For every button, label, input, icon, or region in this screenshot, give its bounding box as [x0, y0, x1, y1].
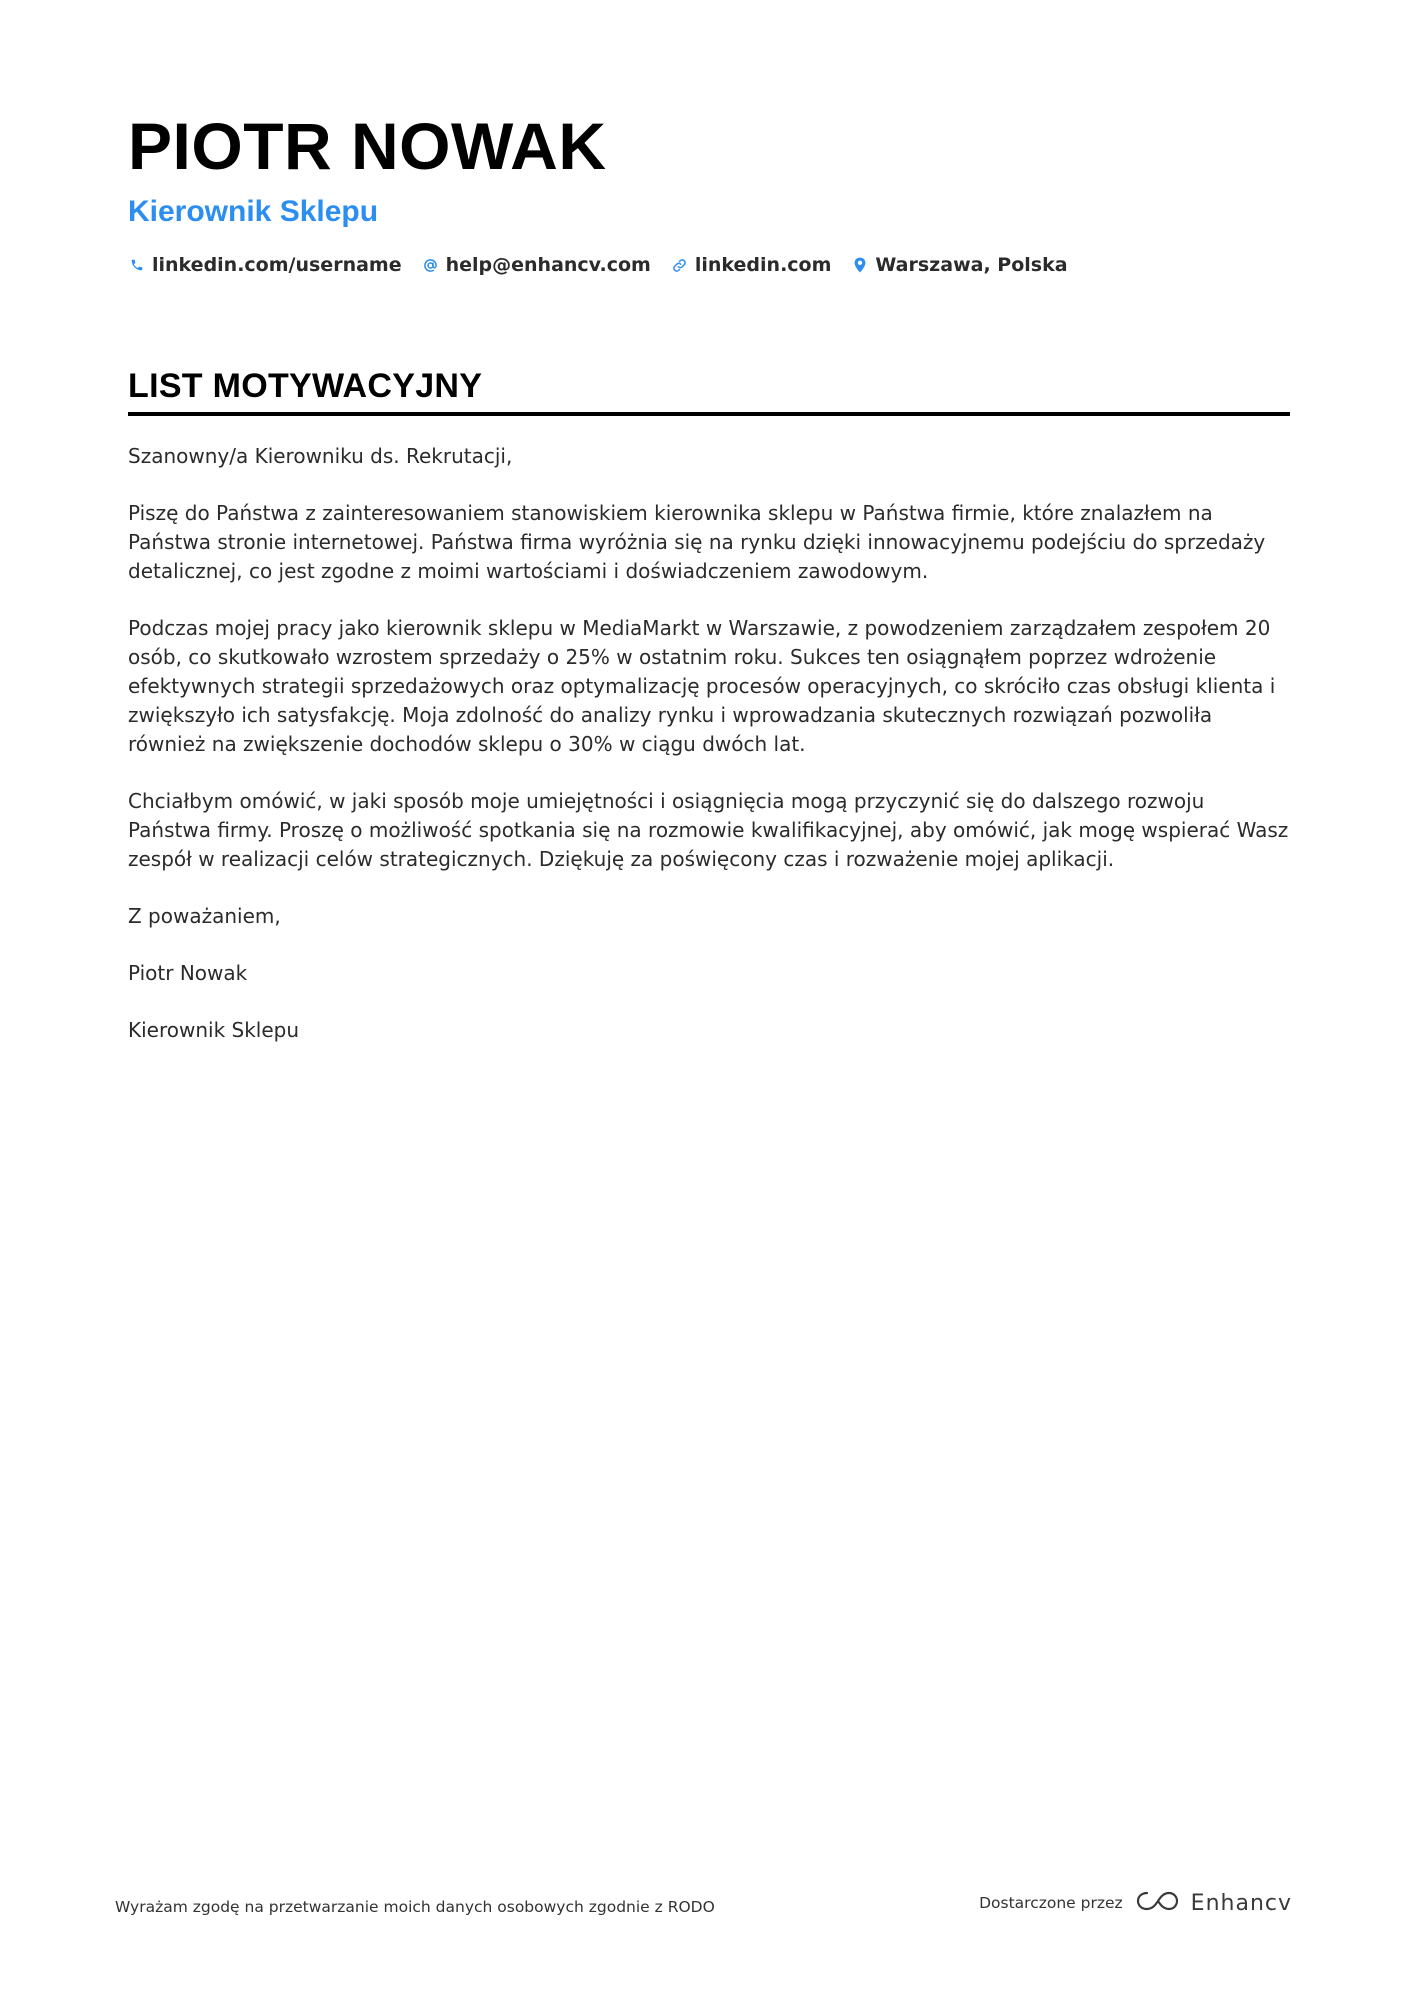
- contact-phone: [128, 252, 402, 278]
- letter-closing: Z poważaniem,: [128, 904, 281, 928]
- link-icon: [671, 255, 689, 275]
- footer-branding: [979, 1889, 1292, 1917]
- location-pin-icon: [851, 255, 869, 275]
- letter-body: [128, 442, 1290, 1045]
- enhancv-logo[interactable]: [1135, 1889, 1292, 1917]
- contact-location-text: Warszawa, Polska: [875, 254, 1068, 276]
- contact-email: [422, 252, 651, 278]
- applicant-name: PIOTR NOWAK: [128, 109, 607, 183]
- at-icon: [422, 255, 440, 275]
- contact-phone-text: linkedin.com/username: [152, 254, 402, 276]
- phone-icon: [128, 255, 146, 275]
- header: [128, 108, 1288, 278]
- letter-paragraph-1: Piszę do Państwa z zainteresowaniem stanowiskiem kierownika sklepu w Państwa firmie, które znalazłem na Państwa stronie internetowej. Państwa firma wyróżnia się na rynku dzięki innowacyjnemu podejściu do sprzedaży detalicznej, co jest zgodne z moimi wartościami i doświadczeniem zawodowym.: [128, 501, 1266, 583]
- letter-paragraph-3: Chciałbym omówić, w jaki sposób moje umiejętności i osiągnięcia mogą przyczynić się do dalszego rozwoju Państwa firmy. Proszę o możliwość spotkania się na rozmowie kwalifikacyjnej, aby omówić, jak mogę wspierać Wasz zespół w realizacji celów strategicznych. Dziękuję za poświęcony czas i rozważenie mojej aplikacji.: [128, 789, 1289, 871]
- section-title: LIST MOTYWACYJNY: [128, 367, 483, 405]
- contact-link: [671, 252, 832, 278]
- letter-paragraph-2: Podczas mojej pracy jako kierownik sklepu w MediaMarkt w Warszawie, z powodzeniem zarządzałem zespołem 20 osób, co skutkowało wzrostem sprzedaży o 25% w ostatnim roku. Sukces ten osiągnąłem poprzez wdrożenie efektywnych strategii sprzedażowych oraz optymalizację procesów operacyjnych, co skróciło czas obsługi klienta i zwiększyło ich satysfakcję. Moja zdolność do analizy rynku i wprowadzania skutecznych rozwiązań pozwoliła również na zwiększenie dochodów sklepu o 30% w ciągu dwóch lat.: [128, 616, 1276, 756]
- contact-email-text[interactable]: help@enhancv.com: [445, 254, 651, 276]
- infinity-logo-icon: [1135, 1889, 1181, 1917]
- gdpr-consent: Wyrażam zgodę na przetwarzanie moich danych osobowych zgodnie z RODO: [115, 1898, 715, 1916]
- contact-location: [851, 252, 1067, 278]
- letter-greeting: Szanowny/a Kierowniku ds. Rekrutacji,: [128, 444, 513, 468]
- signature-title: Kierownik Sklepu: [128, 1018, 300, 1042]
- brand-name: Enhancv: [1190, 1890, 1292, 1916]
- contact-list: [128, 252, 1288, 278]
- job-title: Kierownik Sklepu: [128, 195, 379, 228]
- signature-name: Piotr Nowak: [128, 961, 248, 985]
- powered-by-label: Dostarczone przez: [979, 1894, 1123, 1912]
- contact-link-text[interactable]: linkedin.com: [694, 254, 832, 276]
- section-divider: [128, 412, 1290, 416]
- cover-letter-section: [128, 364, 1290, 1073]
